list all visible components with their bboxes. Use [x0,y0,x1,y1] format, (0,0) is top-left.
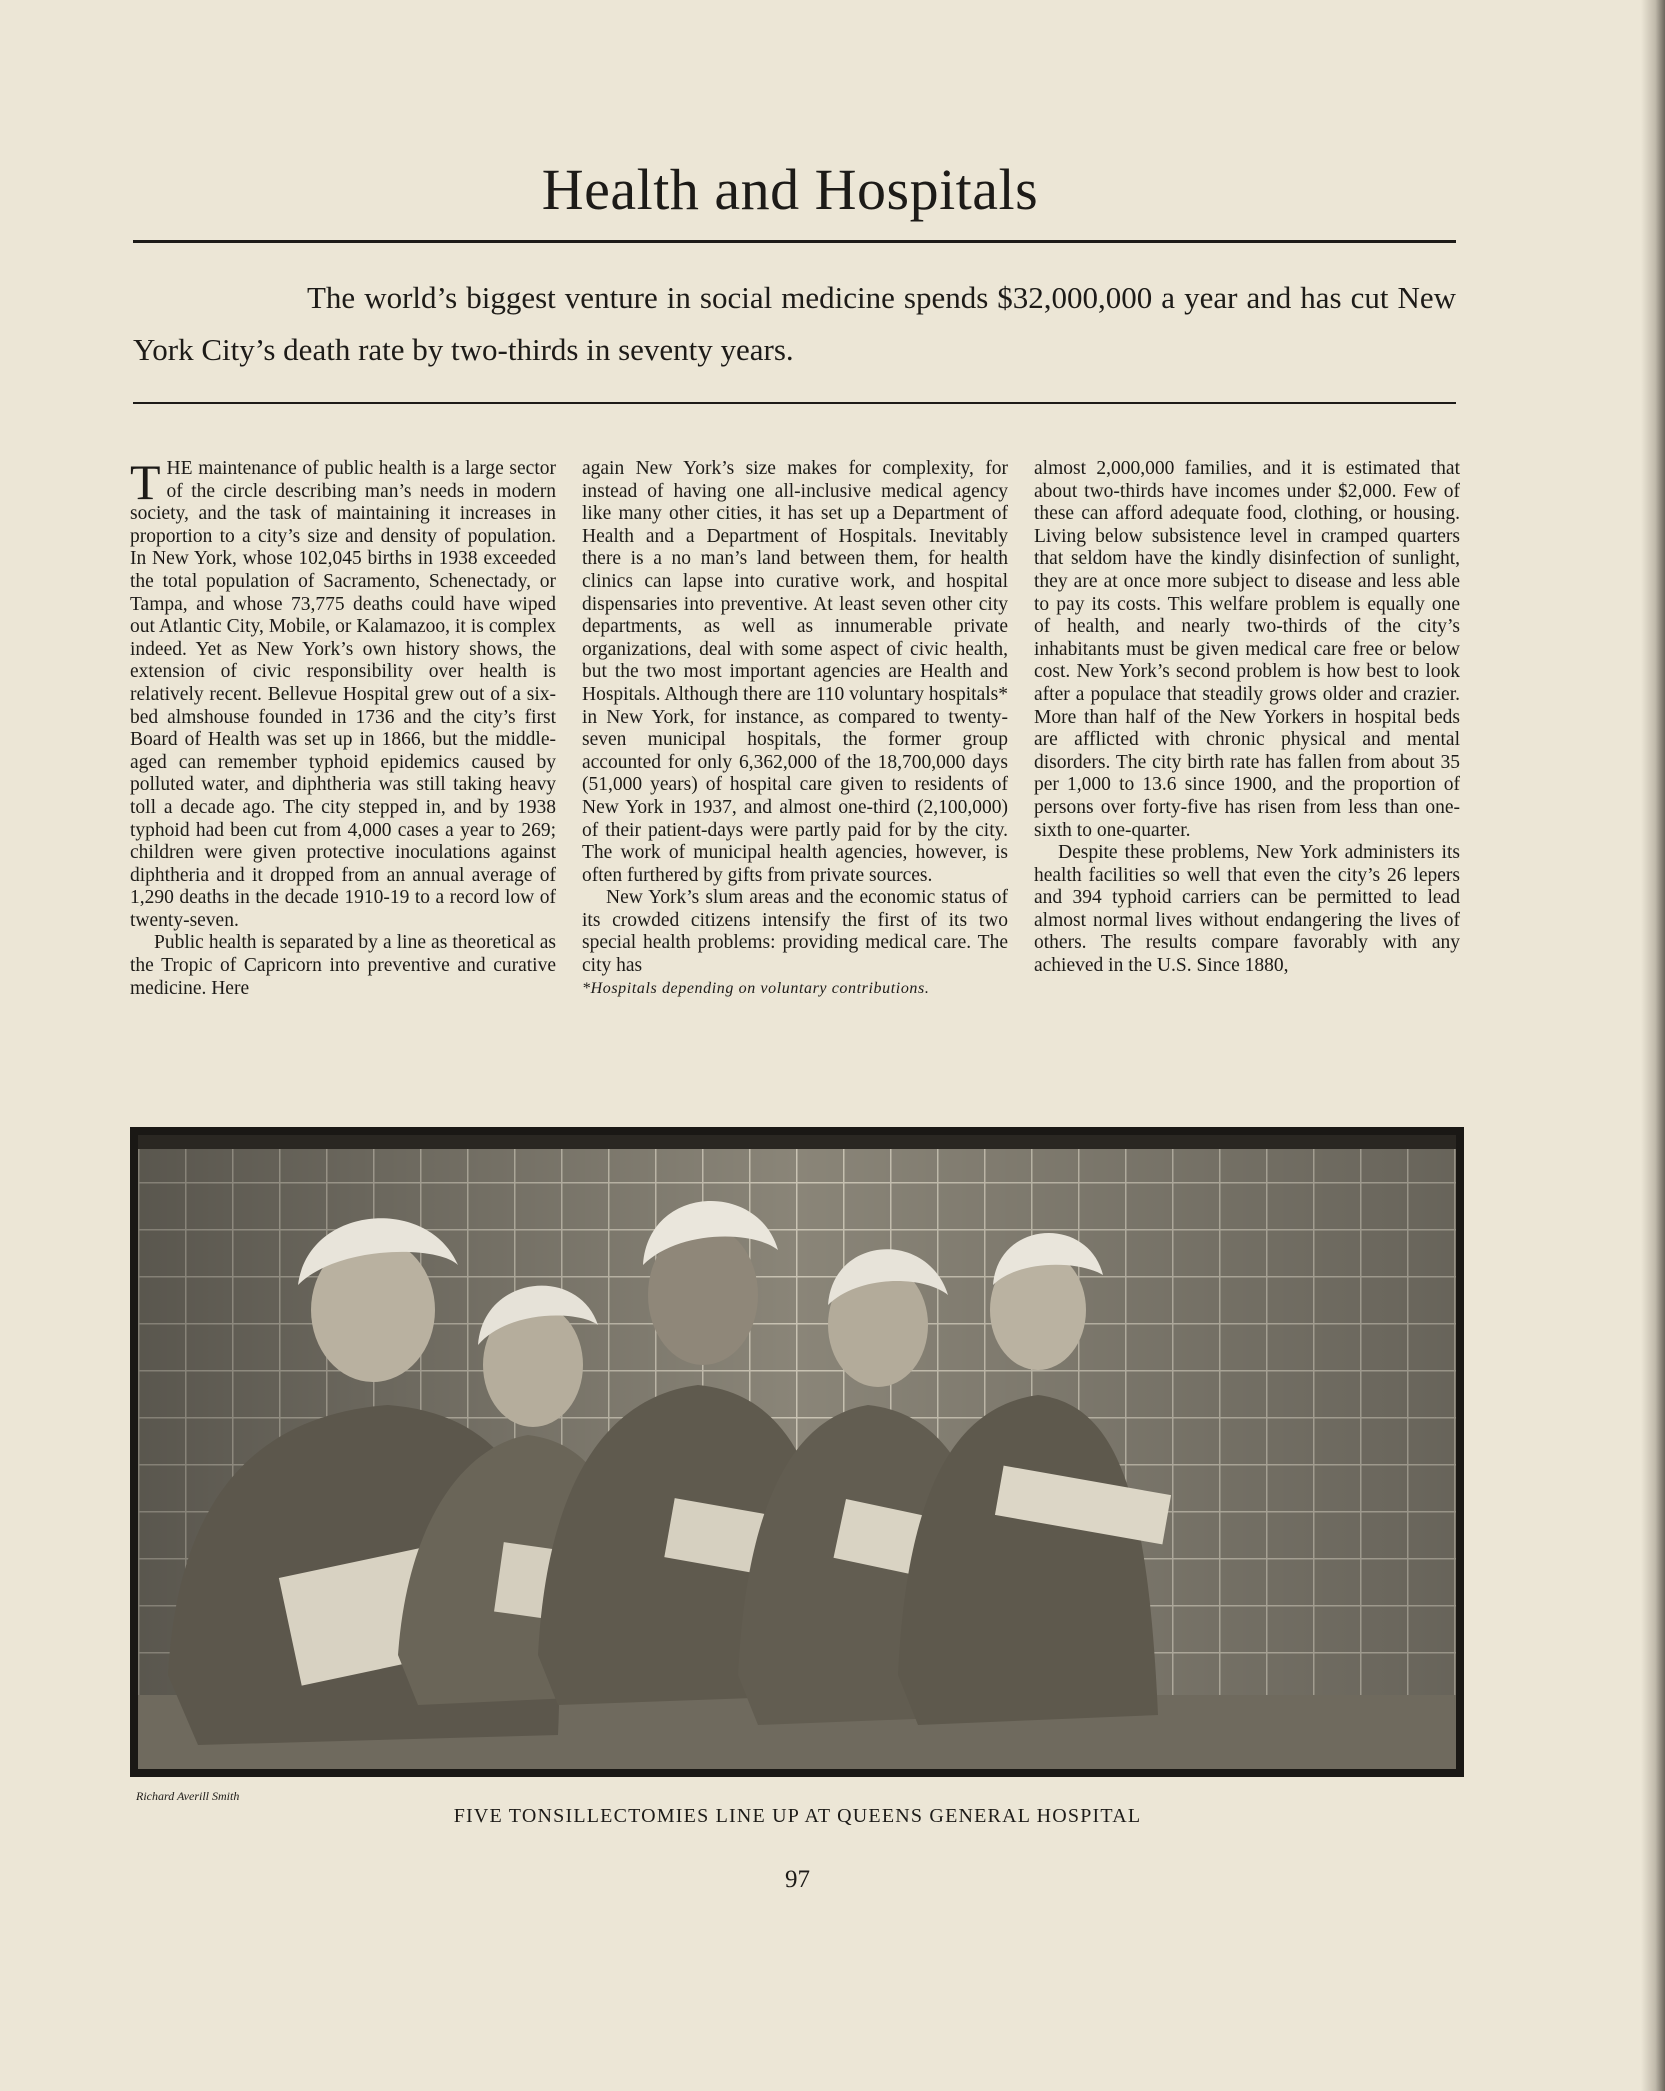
page-edge-shadow [1641,0,1665,2091]
article-column-1 [130,458,556,1098]
photo-credit: Richard Averill Smith [136,1789,240,1803]
page-title: Health and Hospitals [541,157,1039,222]
paragraph: New York’s slum areas and the economic status of its crowded citizens intensify the first of its two special health problems: providing medical care. The city has [582,887,1008,977]
drop-cap: T [130,458,161,510]
title-rule [133,240,1456,243]
article-photo [130,1127,1464,1777]
paragraph: almost 2,000,000 families, and it is estimated that about two-thirds have incomes under $2,000. Few of these can afford adequate food, clothing, or housing. Living below subsistence level in cramped quarters that seldom have the kindly disinfection of sunlight, they are at once more subject to disease and less able to pay its costs. This welfare problem is equally one of health, and nearly two-thirds of the city’s inhabitants must be given medical care free or below cost. New York’s second problem is how best to look after a populace that steadily grows older and crazier. More than half of the New Yorkers in hospital beds are afflicted with chronic physical and mental disorders. The city birth rate has fallen from about 35 per 1,000 to 13.6 since 1900, and the proportion of persons over forty-five has risen from less than one-sixth to one-quarter. [1034,458,1460,841]
article-subtitle: The world’s biggest venture in social medicine spends $32,000,000 a year and has cut New York City’s death rate by two-thirds in seventy years. [133,280,1456,367]
article-column-3 [1034,458,1460,1098]
page-number: 97 [785,1866,810,1893]
paragraph-text: HE maintenance of public health is a large sector of the circle describing man’s needs in modern society, and the task of maintaining it increases in proportion to a city’s size and density of population. In New York, whose 102,045 births in 1938 exceeded the total population of Sacramento, Schenectady, or Tampa, and whose 73,775 deaths could have wiped out Atlantic City, Mobile, or Kalamazoo, it is complex indeed. Yet as New York’s own history shows, the extension of civic responsibility over health is relatively recent. Bellevue Hospital grew out of a six-bed almshouse founded in 1736 and the city’s first Board of Health was set up in 1866, but the middle-aged can remember typhoid epidemics caused by polluted water, and diphtheria was still taking heavy toll a decade ago. The city stepped in, and by 1938 typhoid had been cut from 4,000 cases a year to 269; children were given protective inoculations against diphtheria and it dropped from an annual average of 1,290 deaths in the decade 1910-19 to a record low of twenty-seven. [130,458,556,931]
subtitle-rule [133,402,1456,404]
article-column-2 [582,458,1008,1098]
paragraph [130,458,556,932]
article-body [130,458,1460,1098]
paragraph: Public health is separated by a line as theoretical as the Tropic of Capricorn into preventive and curative medicine. Here [130,932,556,999]
tonsillectomy-photo-illustration [138,1135,1456,1769]
photo-caption: FIVE TONSILLECTOMIES LINE UP AT QUEENS GENERAL HOSPITAL [453,1805,1142,1827]
footnote: *Hospitals depending on voluntary contributions. [582,979,930,997]
paragraph: again New York’s size makes for complexity, for instead of having one all-inclusive medical agency like many other cities, it has set up a Department of Health and a Department of Hospitals. Inevitably there is a no man’s land between them, for health clinics can lapse into curative work, and hospital dispensaries into preventive. At least seven other city departments, as well as innumerable private organizations, deal with some aspect of civic health, but the two most important agencies are Health and Hospitals. Although there are 110 voluntary hospitals* in New York, for instance, as compared to twenty-seven municipal hospitals, the former group accounted for only 6,362,000 of the 18,700,000 days (51,000 years) of hospital care given to residents of New York in 1937, and almost one-third (2,100,000) of their patient-days were partly paid for by the city. The work of municipal health agencies, however, is often furthered by gifts from private sources. [582,458,1008,886]
paragraph: Despite these problems, New York administers its health facilities so well that even the city’s 26 lepers and 394 typhoid carriers can be permitted to lead almost normal lives without endangering the lives of others. The results compare favorably with any achieved in the U.S. Since 1880, [1034,842,1460,977]
